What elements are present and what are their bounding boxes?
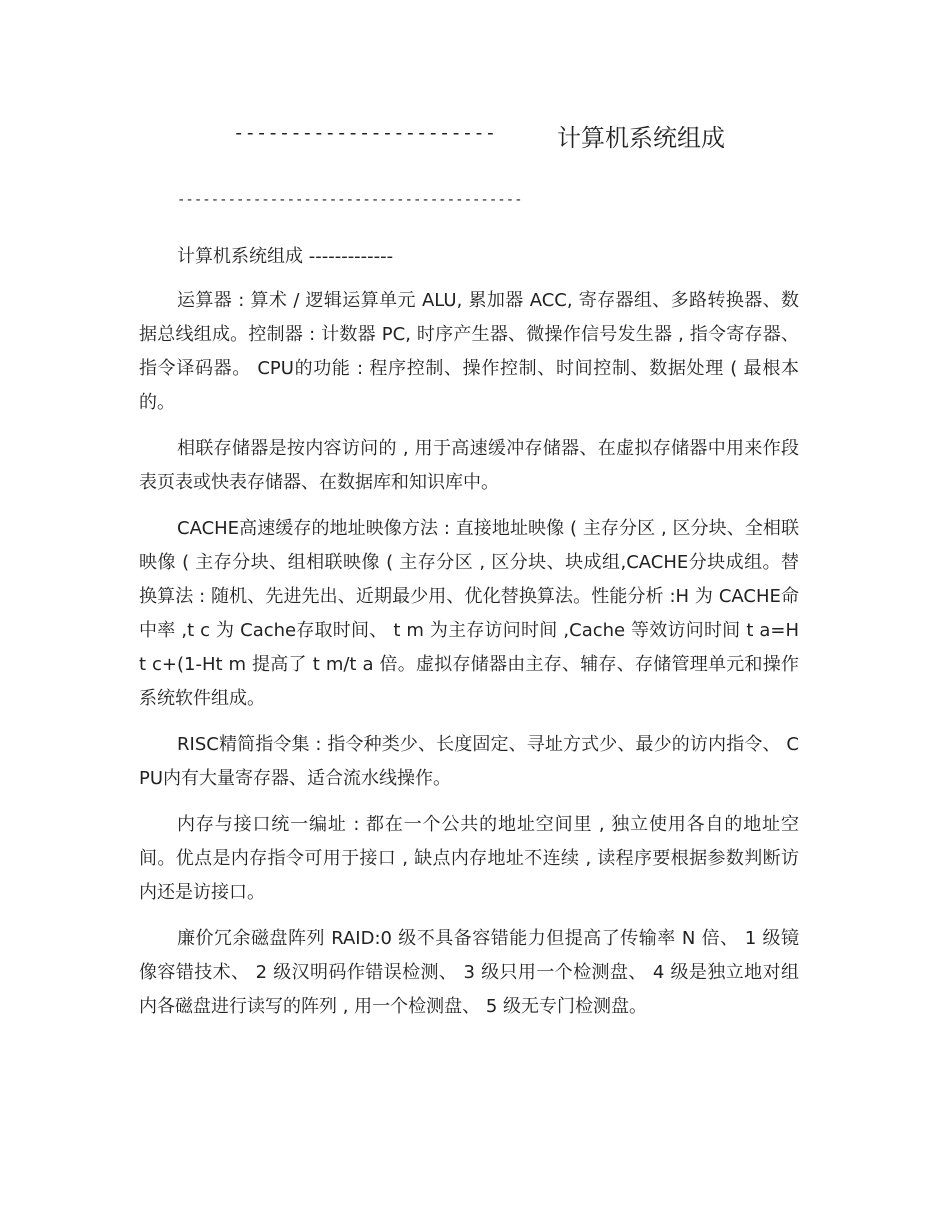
- paragraph-unified-addressing: 内存与接口统一编址 : 都在一个公共的地址空间里 , 独立使用各自的地址空间。优点是内存指令可用于接口 , 缺点内存地址不连续 , 读程序要根据参数判断访内还是访接口。: [139, 814, 799, 903]
- paragraph-cache-mapping: CACHE高速缓存的地址映像方法 : 直接地址映像 ( 主存分区 , 区分块、全相联映像 ( 主存分块、组相联映像 ( 主存分区 , 区分块、块成组,CACHE分块成组。替换算法 : 随机、先进先出、近期最少用、优化替换算法。性能分析 :H 为 CACHE命中率 ,t c 为 Cache存取时间、 t m 为主存访问时间 ,Cache 等效访问时间 t a=H t c+(1-Ht m 提高了 t m/t a 倍。虚拟存储器由主存、辅存、存储管理单元和操作系统软件组成。: [139, 518, 799, 709]
- paragraph-section-heading: 计算机系统组成 -------------: [177, 246, 394, 267]
- paragraph-associative-memory: 相联存储器是按内容访问的 , 用于高速缓冲存储器、在虚拟存储器中用来作段表页表或快表存储器、在数据库和知识库中。: [139, 438, 799, 493]
- separator-line: -----------------------------------------: [177, 192, 523, 208]
- page-title: 计算机系统组成: [557, 124, 725, 152]
- title-row: [0, 118, 950, 154]
- title-dashes: -----------------------: [233, 122, 497, 144]
- paragraph-risc: RISC精简指令集 : 指令种类少、长度固定、寻址方式少、最少的访内指令、 CPU内有大量寄存器、适合流水线操作。: [139, 734, 799, 789]
- paragraph-raid: 廉价冗余磁盘阵列 RAID:0 级不具备容错能力但提高了传输率 N 倍、 1 级镜像容错技术、 2 级汉明码作错误检测、 3 级只用一个检测盘、 4 级是独立地对组内各磁盘进行读写的阵列 , 用一个检测盘、 5 级无专门检测盘。: [139, 928, 799, 1017]
- document-body: [139, 240, 799, 1036]
- paragraph-cpu-components: 运算器 : 算术 / 逻辑运算单元 ALU, 累加器 ACC, 寄存器组、多路转换器、数据总线组成。控制器 : 计数器 PC, 时序产生器、微操作信号发生器 , 指令寄存器、指令译码器。 CPU的功能 : 程序控制、操作控制、时间控制、数据处理 ( 最根本的。: [139, 290, 799, 413]
